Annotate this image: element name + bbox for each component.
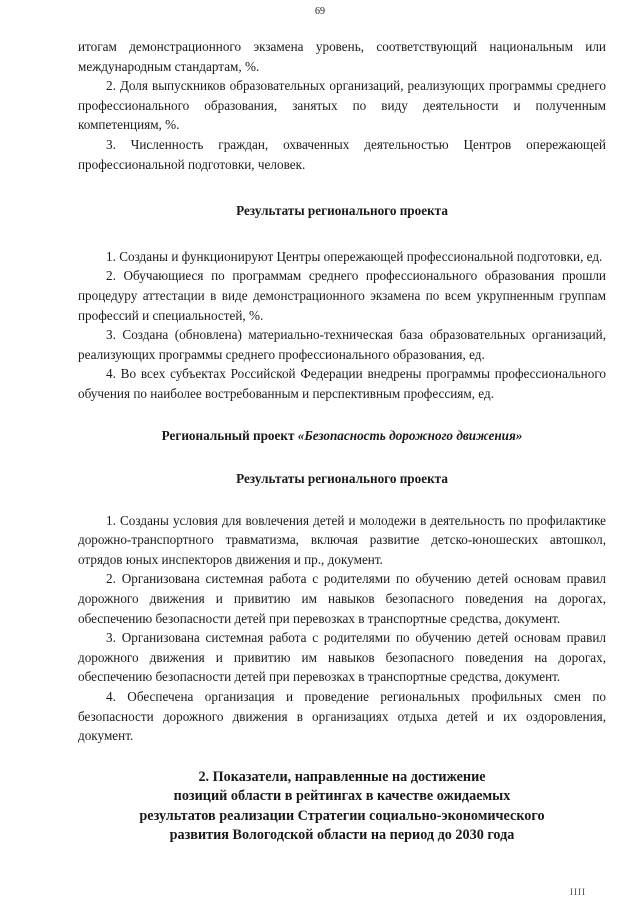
section-heading: Результаты регионального проекта bbox=[236, 471, 448, 487]
project-title-name: «Безопасность дорожного движения» bbox=[297, 427, 523, 443]
paragraph: 3. Численность граждан, охваченных деятельностью Центров опережающей профессиональной подготовки, человек. bbox=[78, 136, 606, 172]
project-title bbox=[78, 426, 606, 446]
chapter-heading bbox=[78, 768, 606, 846]
corner-mark: IIII bbox=[570, 887, 586, 897]
project-title-prefix: Региональный проект bbox=[161, 427, 298, 443]
paragraph: 2. Доля выпускников образовательных организаций, реализующих программы среднего профессионального образования, занятых по виду деятельности и полученным компетенциям, %. bbox=[78, 78, 606, 133]
paragraph: итогам демонстрационного экзамена уровень, соответствующий национальным или международным стандартам, %. bbox=[78, 39, 606, 74]
list-item: 3. Создана (обновлена) материально-техническая база образовательных организаций, реализующих программы среднего профессионального образования, ед. bbox=[78, 327, 606, 362]
list-item: 4. Во всех субъектах Российской Федерации внедрены программы профессионального обучения по наиболее востребованным и перспективным профессиям, ед. bbox=[78, 366, 606, 401]
chapter-heading-line: позиций области в рейтингах в качестве ожидаемых bbox=[173, 788, 511, 805]
list-item: 2. Организована системная работа с родителями по обучению детей основам правил дорожного движения и привитию им навыков безопасного поведения на дорогах, обеспечению безопасности детей при перевозках в транспортные средства, документ. bbox=[78, 571, 606, 626]
page-number: 69 bbox=[315, 6, 325, 17]
list-item: 1. Созданы и функционируют Центры опережающей профессиональной подготовки, ед. bbox=[106, 248, 603, 264]
document-body bbox=[78, 37, 606, 845]
list-item: 1. Созданы условия для вовлечения детей и молодежи в деятельность по профилактике дорожно-транспортного травматизма, включая развитие детско-юношеских автошкол, отрядов юных инспекторов движения и пр., документ. bbox=[78, 512, 606, 567]
chapter-heading-line: 2. Показатели, направленные на достижение bbox=[198, 768, 486, 785]
list-item: 3. Организована системная работа с родителями по обучению детей основам правил дорожного движения и привитию им навыков безопасного поведения на дорогах, обеспечению безопасности детей при перевозках в транспортные средства, документ. bbox=[78, 630, 606, 685]
chapter-heading-line: развития Вологодской области на период до 2030 года bbox=[169, 827, 515, 844]
list-item: 2. Обучающиеся по программам среднего профессионального образования прошли процедуру аттестации в виде демонстрационного экзамена по всем укрупненным группам профессий и специальностей, %. bbox=[78, 268, 606, 323]
list-item: 4. Обеспечена организация и проведение региональных профильных смен по безопасности дорожного движения в организациях отдыха детей и их оздоровления, документ. bbox=[78, 689, 606, 744]
chapter-heading-line: результатов реализации Стратегии социально-экономического bbox=[139, 807, 545, 824]
section-heading: Результаты регионального проекта bbox=[236, 203, 448, 219]
